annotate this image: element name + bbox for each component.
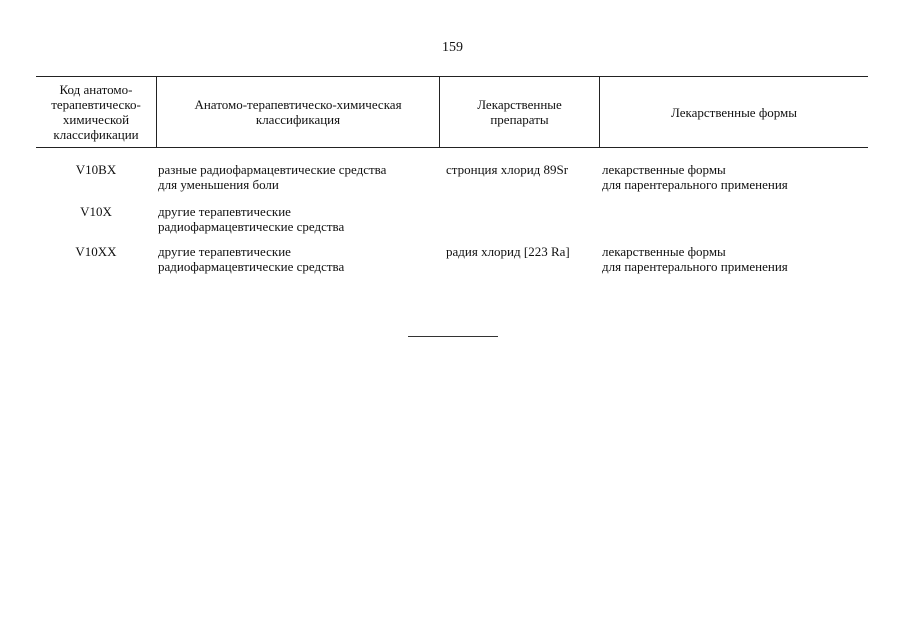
table-header-rule	[36, 147, 868, 148]
cell-form-line: для парентерального применения	[602, 177, 788, 192]
cell-drug-line: стронция хлорид 89Sr	[446, 162, 569, 177]
header-forms-line: Лекарственные формы	[670, 104, 798, 120]
header-code	[36, 77, 156, 147]
cell-form-line: лекарственные формы	[602, 244, 726, 259]
header-forms	[600, 77, 868, 147]
cell-form	[602, 244, 868, 274]
header-drugs-line: препараты	[490, 112, 549, 127]
cell-classification-line: другие терапевтические	[158, 244, 291, 259]
cell-drug	[446, 162, 602, 177]
header-drugs-line: Лекарственные	[477, 97, 562, 112]
header-code-line: терапевтическо-	[51, 97, 141, 112]
page-number: 159	[442, 40, 463, 55]
cell-classification-line: разные радиофармацевтические средства	[158, 162, 387, 177]
header-code-line: классификации	[53, 127, 139, 142]
cell-code: V10BX	[75, 162, 117, 177]
cell-code: V10X	[80, 204, 112, 219]
header-classification-line: классификация	[255, 112, 341, 127]
cell-classification-line: радиофармацевтические средства	[158, 219, 345, 234]
header-classification-line: Анатомо-терапевтическо-химическая	[194, 97, 402, 112]
cell-drug	[446, 244, 602, 259]
cell-classification	[158, 204, 440, 234]
header-classification	[157, 77, 439, 147]
header-code-line: Код анатомо-	[59, 82, 133, 97]
header-code-line: химической	[62, 112, 130, 127]
cell-classification	[158, 162, 440, 192]
cell-classification-line: для уменьшения боли	[158, 177, 279, 192]
end-of-section-rule	[408, 336, 498, 337]
header-drugs	[440, 77, 599, 147]
cell-form-line: для парентерального применения	[602, 259, 788, 274]
cell-code: V10XX	[75, 244, 117, 259]
cell-classification	[158, 244, 440, 274]
cell-classification-line: другие терапевтические	[158, 204, 291, 219]
cell-drug-line: радия хлорид [223 Ra]	[446, 244, 570, 259]
cell-classification-line: радиофармацевтические средства	[158, 259, 345, 274]
cell-form-line: лекарственные формы	[602, 162, 726, 177]
cell-form	[602, 162, 868, 192]
